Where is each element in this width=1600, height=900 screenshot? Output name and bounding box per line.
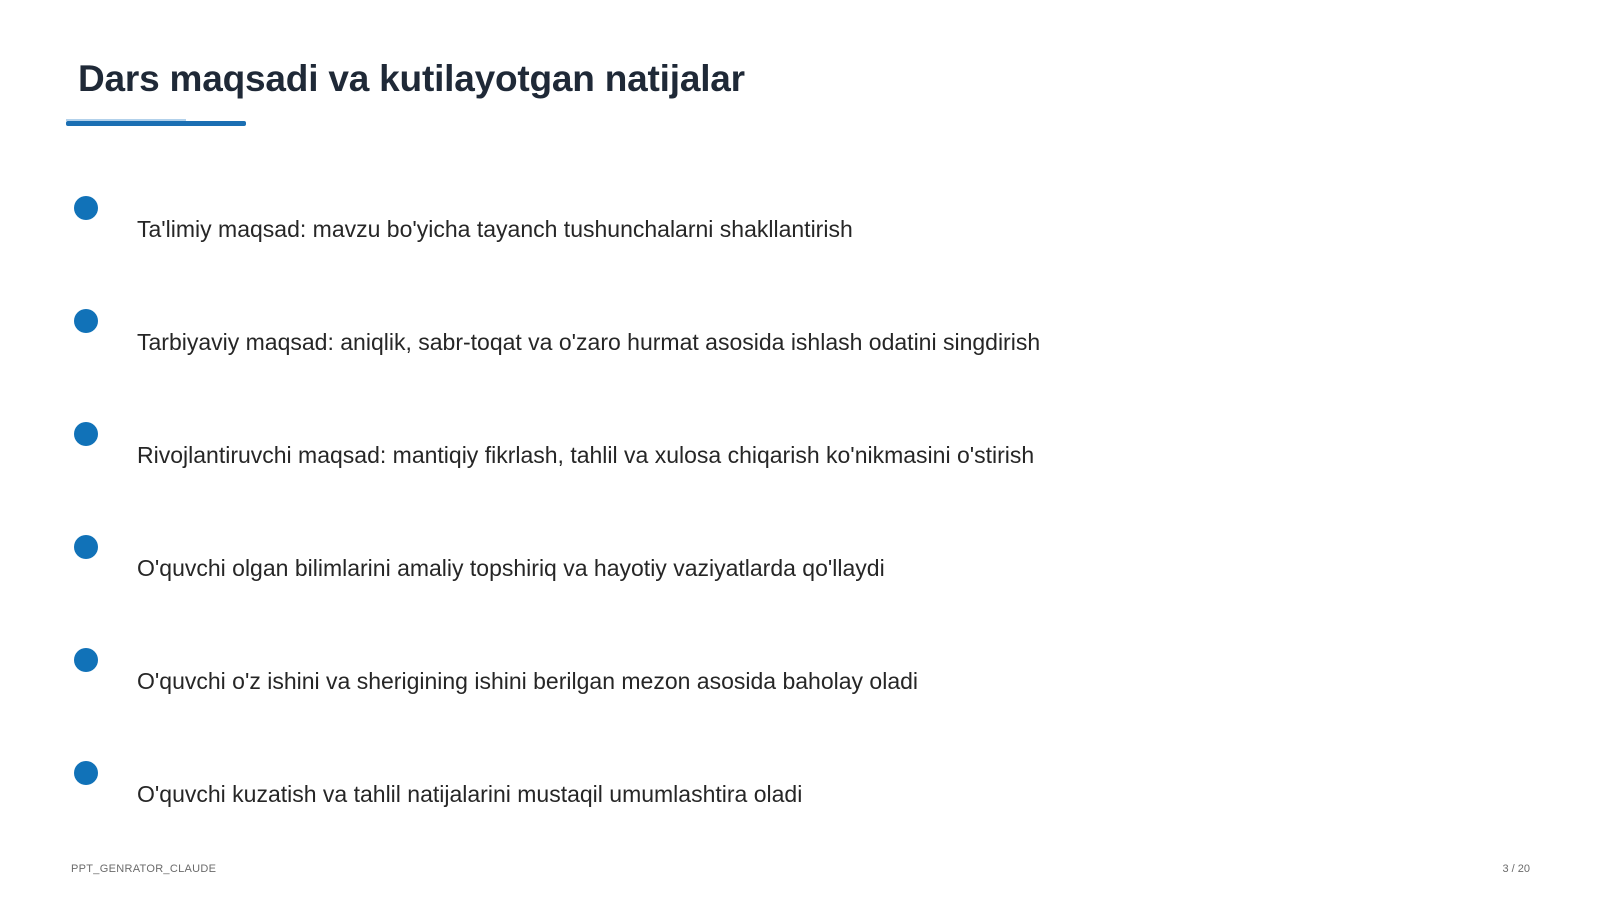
bullet-text: Tarbiyaviy maqsad: aniqlik, sabr-toqat va o'zaro hurmat asosida ishlash odatini singdirish [137,329,1041,355]
bullet-text: O'quvchi olgan bilimlarini amaliy topshiriq va hayotiy vaziyatlarda qo'llaydi [137,555,885,581]
bullet-text: Ta'limiy maqsad: mavzu bo'yicha tayanch tushunchalarni shakllantirish [137,216,853,242]
bullet-dot-icon [74,422,98,446]
bullet-dot-icon [74,761,98,785]
bullet-item [0,422,1400,482]
bullet-text: O'quvchi o'z ishini va sherigining ishini berilgan mezon asosida baholay oladi [137,668,919,694]
footer-generator-label: PPT_GENRATOR_CLAUDE [71,863,217,875]
slide-title: Dars maqsadi va kutilayotgan natijalar [78,58,745,99]
bullet-text: Rivojlantiruvchi maqsad: mantiqiy fikrlash, tahlil va xulosa chiqarish ko'nikmasini o'stirish [137,442,1035,468]
bullet-text: O'quvchi kuzatish va tahlil natijalarini mustaqil umumlashtira oladi [137,781,803,807]
bullet-dot-icon [74,648,98,672]
bullet-item [0,196,1400,256]
bullet-dot-icon [74,535,98,559]
page-number: 3 / 20 [1502,863,1530,875]
bullet-dot-icon [74,196,98,220]
bullet-item [0,309,1400,369]
bullet-item [0,761,1400,821]
bullet-dot-icon [74,309,98,333]
bullet-item [0,535,1400,595]
bullet-item [0,648,1400,708]
